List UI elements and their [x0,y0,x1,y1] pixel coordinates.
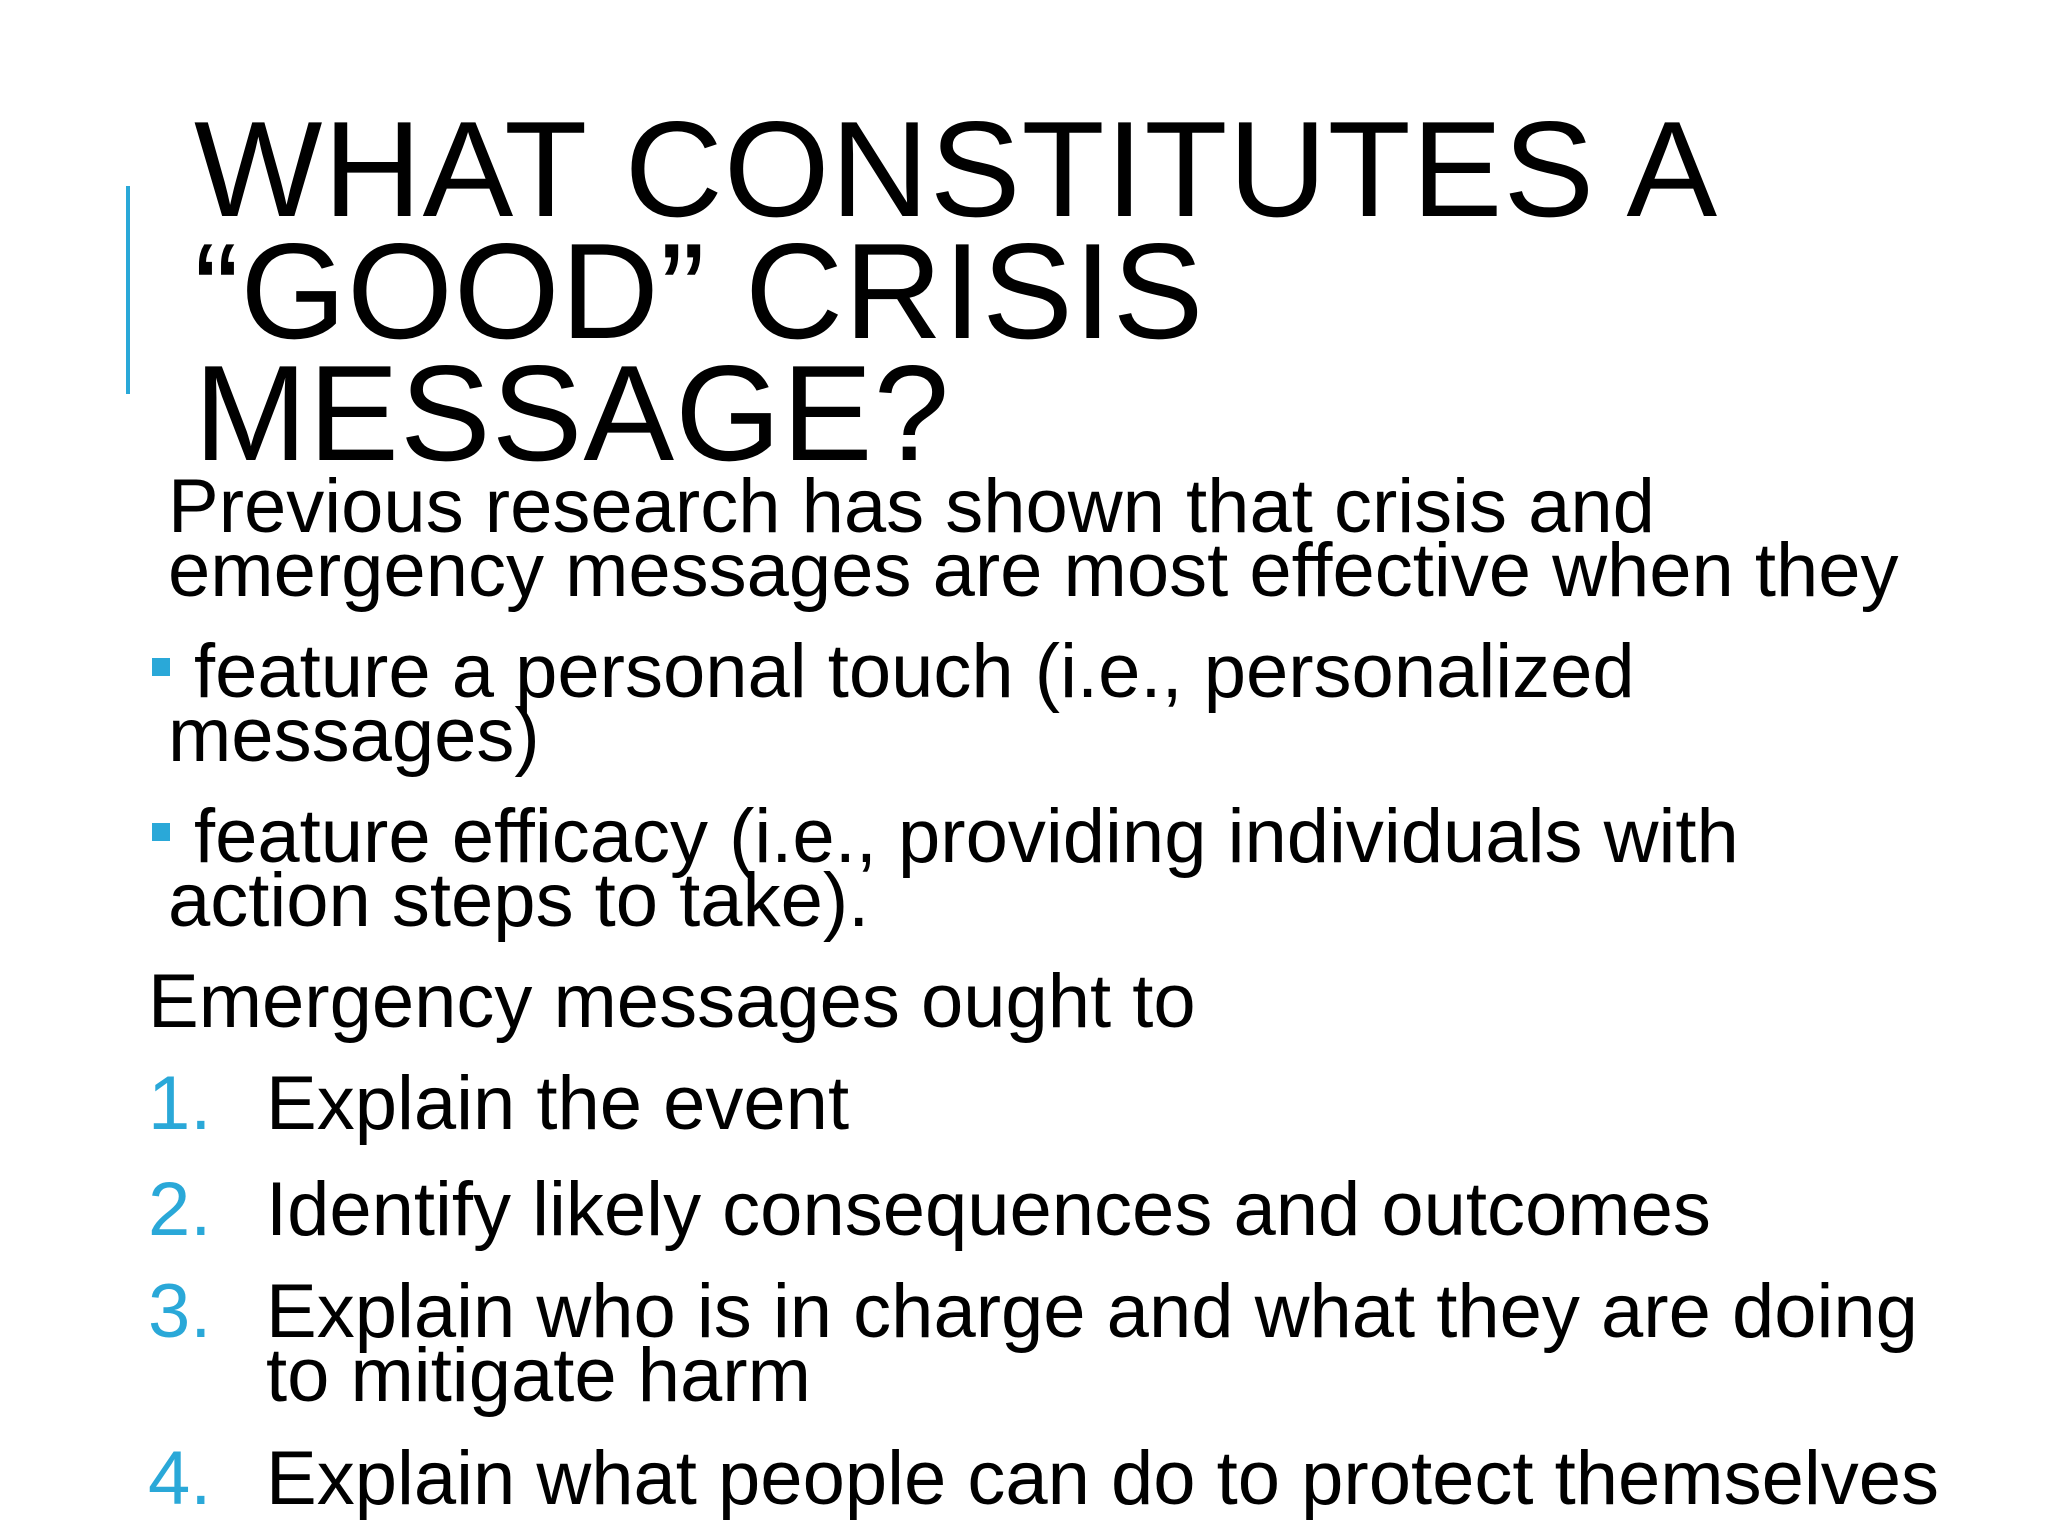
numbered-item-2 [148,1167,1711,1252]
square-bullet-icon [152,823,170,841]
title-line-2: “GOOD” CRISIS [194,215,1205,367]
title-line-3: MESSAGE? [194,337,951,489]
title-accent-bar [126,186,130,394]
bullet-2-line-1: feature efficacy (i.e., providing individuals with [194,794,1739,879]
lead-text: Emergency messages ought to [148,959,1196,1044]
title-line-1: WHAT CONSTITUTES A [194,93,1719,245]
numbered-item-3 [148,1269,1918,1418]
numbered-item-1-text: Explain the event [266,1061,850,1146]
intro-paragraph [168,464,1899,613]
numbered-item-4-text: Explain what people can do to protect themselves [266,1436,1940,1521]
bullet-item-personal-touch [152,629,1635,778]
square-bullet-icon [152,658,170,676]
list-number: 4. [148,1436,212,1521]
list-number: 2. [148,1167,212,1252]
intro-line-2: emergency messages are most effective when they [168,528,1899,613]
numbered-item-3-text-cont: to mitigate harm [266,1333,811,1418]
list-number: 3. [148,1269,212,1354]
bullet-1-line-1: feature a personal touch (i.e., personalized [194,629,1635,714]
bullet-item-efficacy [152,794,1739,943]
numbered-item-3-text: Explain who is in charge and what they are doing [266,1269,1918,1354]
list-number: 1. [148,1061,212,1146]
slide-title [194,93,1974,489]
bullet-1-line-2: messages) [168,693,540,778]
numbered-item-4 [148,1436,1940,1521]
bullet-2-line-2: action steps to take). [168,858,870,943]
numbered-item-1 [148,1061,850,1146]
intro-line-1: Previous research has shown that crisis and [168,464,1655,549]
numbered-item-2-text: Identify likely consequences and outcomes [266,1167,1711,1252]
